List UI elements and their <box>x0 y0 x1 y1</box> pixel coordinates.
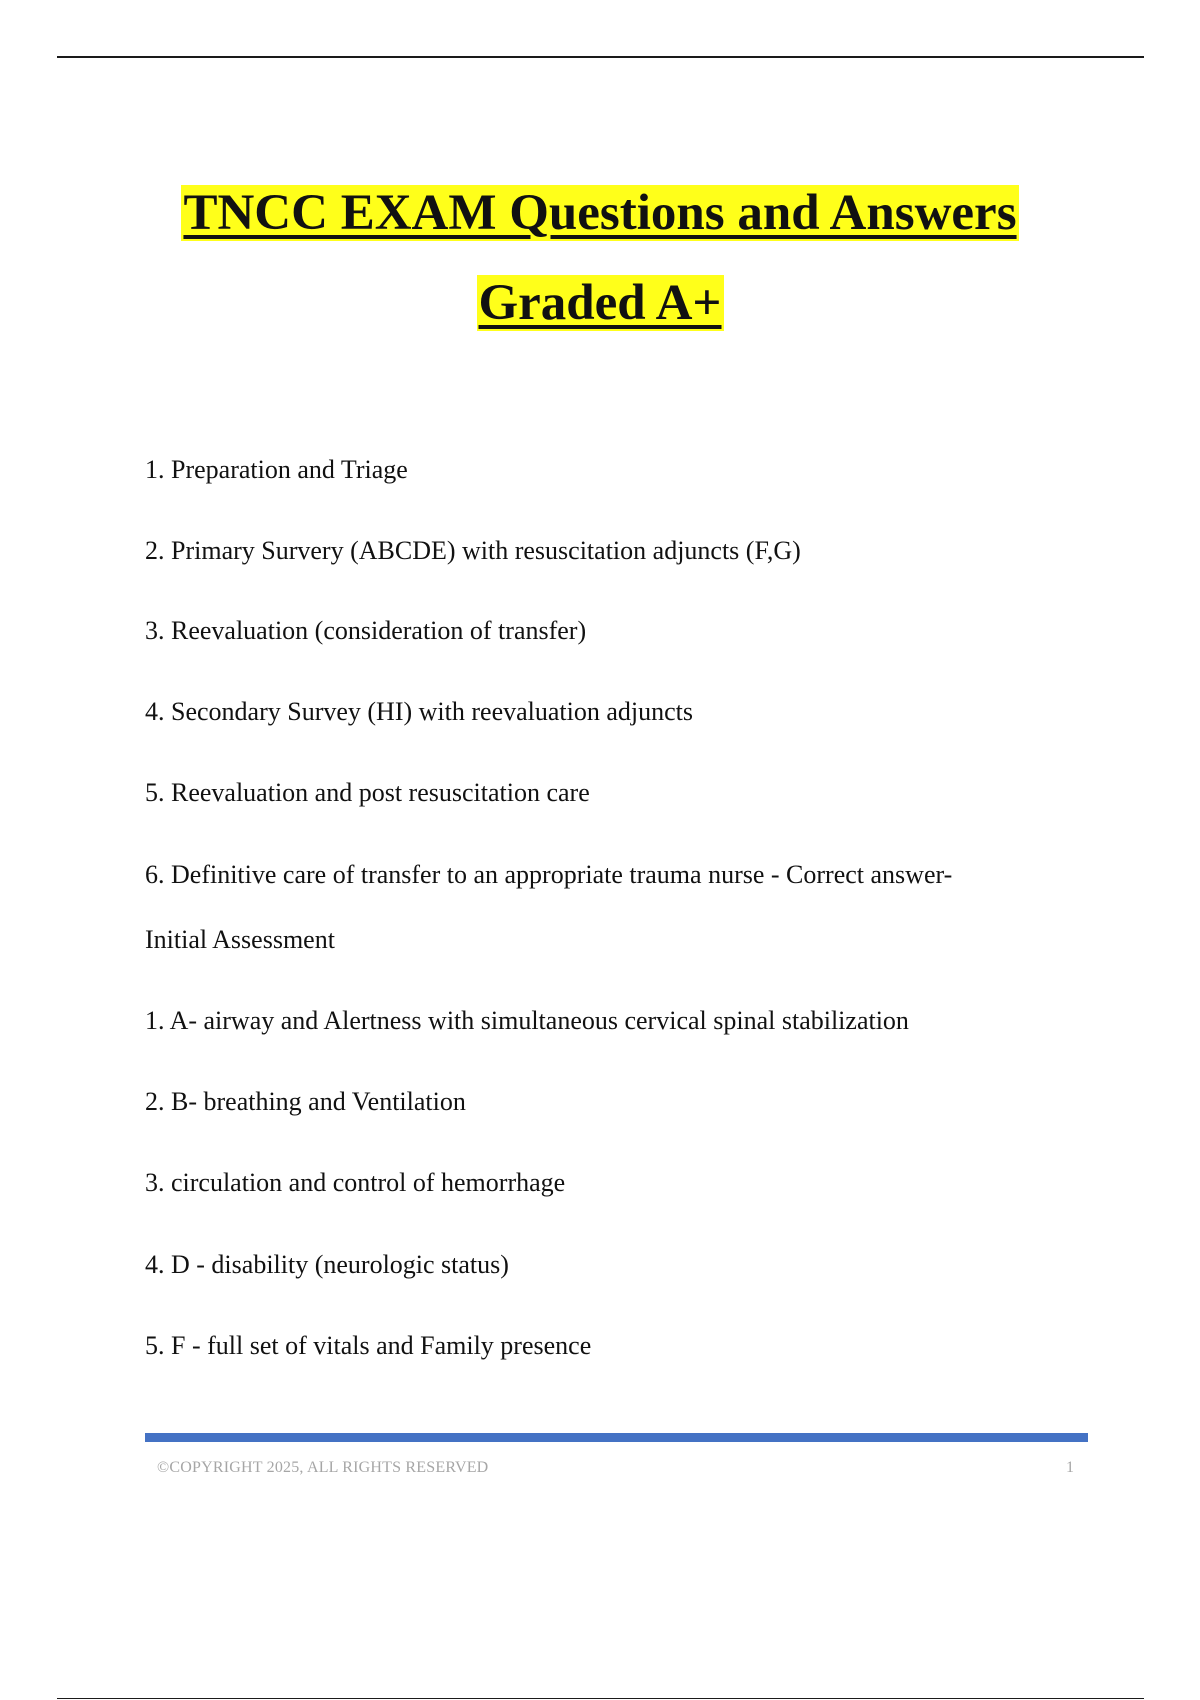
document-title <box>0 183 1200 243</box>
list-item: 1. Preparation and Triage <box>145 455 408 484</box>
list-item: 6. Definitive care of transfer to an appropriate trauma nurse - Correct answer- <box>145 860 953 889</box>
list-item: 3. Reevaluation (consideration of transfer) <box>145 616 587 645</box>
list-item: 2. B- breathing and Ventilation <box>145 1087 466 1116</box>
list-item: Initial Assessment <box>145 925 335 954</box>
list-item: 4. D - disability (neurologic status) <box>145 1250 509 1279</box>
list-item: 2. Primary Survery (ABCDE) with resuscitation adjuncts (F,G) <box>145 536 801 565</box>
bottom-rule <box>57 1698 1144 1699</box>
list-item: 5. Reevaluation and post resuscitation care <box>145 778 590 807</box>
list-item: 5. F - full set of vitals and Family presence <box>145 1331 592 1360</box>
list-item: 1. A- airway and Alertness with simultaneous cervical spinal stabilization <box>145 1006 909 1035</box>
top-rule <box>57 56 1144 58</box>
title-line-1: TNCC EXAM Questions and Answers <box>183 185 1017 241</box>
title-line-2: Graded A+ <box>478 275 722 331</box>
footer-copyright: ©COPYRIGHT 2025, ALL RIGHTS RESERVED <box>157 1459 489 1476</box>
list-item: 4. Secondary Survey (HI) with reevaluation adjuncts <box>145 697 694 726</box>
footer-bar <box>145 1433 1088 1442</box>
page-number: 1 <box>1066 1459 1074 1476</box>
document-subtitle <box>0 273 1200 333</box>
list-item: 3. circulation and control of hemorrhage <box>145 1168 566 1197</box>
